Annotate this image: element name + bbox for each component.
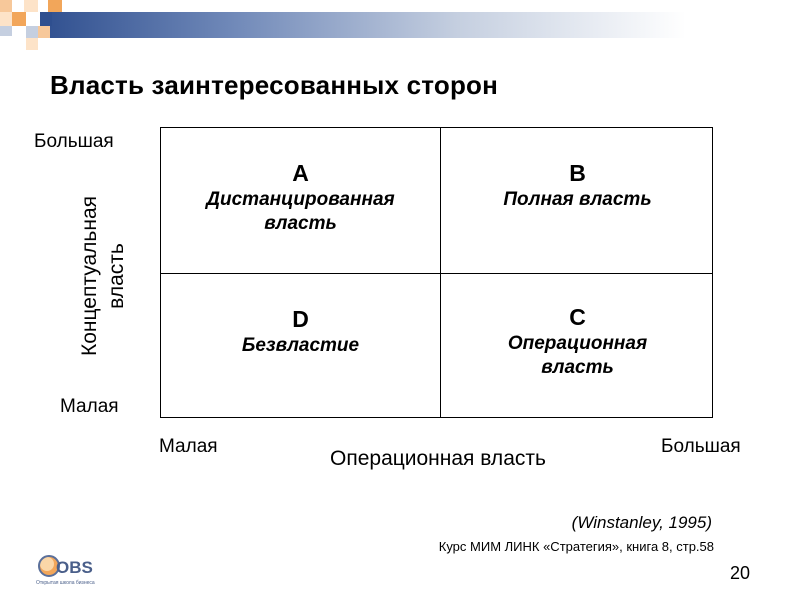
header-square [12, 0, 24, 12]
quadrant-b-letter: B [569, 160, 586, 186]
quadrant-d-label: Безвластие [241, 335, 360, 356]
header-square [26, 12, 40, 26]
quadrant-d-letter: D [292, 306, 309, 332]
quadrant-a-label-line1: Дистанцированная [206, 189, 395, 210]
quadrant-c-label-line1: Операционная [507, 333, 648, 354]
header-square [0, 0, 12, 12]
y-axis-low-label: Малая [60, 396, 119, 417]
header-square [40, 12, 52, 26]
obs-logo-icon [36, 551, 108, 587]
page-number: 20 [730, 563, 751, 583]
header-square [38, 26, 50, 38]
course-reference: Курс МИМ ЛИНК «Стратегия», книга 8, стр.58 [438, 539, 714, 554]
y-axis-high-label: Большая [34, 131, 114, 152]
x-axis-high-label: Большая [661, 436, 741, 457]
power-matrix [160, 127, 713, 418]
citation: (Winstanley, 1995) [571, 513, 712, 532]
quadrant-c [441, 302, 714, 380]
obs-logo [36, 551, 108, 587]
x-axis-low-label: Малая [159, 436, 218, 457]
header-gradient-band [40, 12, 800, 38]
y-axis-title-line1: Концептуальная [78, 196, 101, 356]
header-square [0, 26, 12, 36]
quadrant-c-letter: C [569, 304, 586, 330]
y-axis-title-line2: власть [105, 243, 128, 309]
quadrant-b-label: Полная власть [503, 189, 652, 210]
svg-text:Открытая школа бизнеса: Открытая школа бизнеса [36, 580, 95, 586]
header-square [26, 26, 38, 38]
header-square [0, 12, 12, 26]
header-bar [0, 0, 800, 40]
quadrant-a-label-line2: власть [264, 213, 337, 234]
x-axis-title: Операционная власть [330, 447, 546, 470]
quadrant-a-letter: A [292, 160, 309, 186]
matrix-horizontal-divider [161, 273, 712, 274]
header-square [12, 12, 26, 26]
quadrant-d [161, 304, 440, 358]
header-square [24, 0, 38, 12]
svg-text:OBS: OBS [56, 558, 93, 577]
header-square [26, 38, 38, 50]
quadrant-b [441, 158, 714, 212]
quadrant-a [161, 158, 440, 236]
slide-title: Власть заинтересованных сторон [50, 70, 499, 100]
quadrant-c-label-line2: власть [541, 357, 614, 378]
header-square [48, 0, 62, 12]
